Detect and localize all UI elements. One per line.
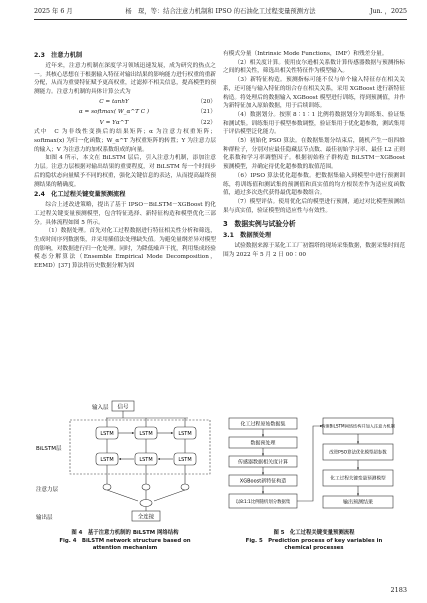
attention-node bbox=[181, 484, 189, 490]
paragraph: 式中 C 为非线性变换后的结果矩阵；α 为注意力权重矩阵；softmax(x) 为归一化函数；W_α^T 为权重矩阵的转置；Y 为注意力层的输入；V 为注意力的加权系数组成的向量。 bbox=[34, 129, 216, 153]
lstm-cell-label: LSTM bbox=[178, 457, 192, 463]
equation-number: （22） bbox=[197, 119, 216, 126]
paragraph: （5）初始化 PSO 算法。在数据集划分结束后，随机产生一组四维种群粒子，分别对应最佳隐藏层节点数、最佳初始学习率、最佳 L2 正则化系数和学习率调整因子。根据初始粒子群构造 BiLSTM－XGBoost 预测模型，并确定待优化超参数的取值范围。 bbox=[223, 138, 405, 171]
lstm-row-forward bbox=[96, 427, 196, 439]
attention-node bbox=[103, 484, 111, 490]
header-rule bbox=[34, 19, 407, 20]
figure-5-caption bbox=[223, 530, 405, 553]
lstm-cell-label: LSTM bbox=[100, 431, 114, 437]
output-layer-label: 输出层 bbox=[36, 515, 53, 521]
equation-21 bbox=[34, 107, 216, 118]
flow-left-column bbox=[229, 418, 297, 508]
running-header bbox=[34, 6, 407, 18]
connector bbox=[154, 490, 185, 501]
page-number: 2183 bbox=[390, 586, 407, 594]
signal-label: 信号 bbox=[117, 404, 129, 411]
flow-box-label: 传感器数据相关度计算 bbox=[237, 459, 289, 466]
figure-4-caption bbox=[34, 530, 216, 553]
caption-en: Fig. 5 Prediction process of key variables in bbox=[245, 537, 383, 544]
lstm-row-backward bbox=[96, 453, 196, 465]
equation-22 bbox=[34, 118, 216, 129]
lstm-cell-label: LSTM bbox=[100, 457, 114, 463]
equation-20 bbox=[34, 97, 216, 108]
equation-number: （21） bbox=[197, 109, 216, 116]
caption-cn: 图 4 基于注意力机制的 BiLSTM 网络结构 bbox=[71, 530, 179, 536]
flow-box-label: 化工过程关键变量预测模型 bbox=[330, 476, 386, 482]
paragraph: （2）相关度计算。使用皮尔逊相关系数计算传感器数据与预测指标之间的相关性，筛选出相关性特征作为模型输入。 bbox=[223, 59, 405, 75]
equation-expression: V = Yα^T bbox=[99, 119, 129, 126]
lstm-cell-label: LSTM bbox=[139, 457, 153, 463]
caption-cn: 图 5 化工过程关键变量预测流程 bbox=[273, 530, 355, 536]
paragraph: 试验数据来源于某化工工厂初馏塔的现场采集数据，数据采集时间范围为 2022 年 5 月 2 日 00∶00 bbox=[223, 243, 406, 259]
section-2-4-heading: 2.4 化工过程关键变量预测流程 bbox=[34, 191, 126, 199]
header-title: 杨 琛，等：结合注意力机制和 IPSO 的石油化工过程变量预测方法 bbox=[125, 8, 316, 15]
header-date: 2025 年 6 月 bbox=[34, 8, 73, 15]
flow-connector bbox=[297, 426, 322, 501]
paragraph: （4）数据划分。按照 8∶1∶1 比例将数据划分为训练集、验证集和测试集。训练集用于模型参数调整，验证集用于优化超参数，测试集用于评估模型泛化能力。 bbox=[223, 111, 405, 136]
flow-right-column bbox=[321, 418, 395, 508]
figure-4 bbox=[34, 398, 216, 553]
attention-layer-label: 注意力层 bbox=[36, 487, 59, 493]
caption-en-cont: chemical processes bbox=[284, 545, 344, 551]
fully-connected-label: 全连接 bbox=[137, 514, 155, 521]
paragraph: 如图 4 所示，本文在 BiLSTM 层后，引入注意力机制，添加注意力层。注意力层根据对输出结果的重要程度，对 BiLSTM 每一个时间步后的隐状态向量赋予不同的权重，强化关键信息的表达，从而提高最终预测结果的精确度。 bbox=[34, 155, 216, 188]
equation-expression: α = softmax( W_α^T C ) bbox=[78, 109, 150, 116]
paragraph: （7）模型评估。使用优化后的模型进行预测，通过对比模型预测结果与真实值，验证模型的适应性与有效性。 bbox=[223, 198, 405, 214]
flow-box-label: XGBoost新特征构造 bbox=[239, 478, 287, 485]
section-3-1-heading: 3.1 数据预处理 bbox=[223, 232, 272, 240]
paragraph: 有模式分量（Intrinsic Mode Functions，IMF）和残差分量。 bbox=[223, 51, 388, 57]
connector bbox=[107, 490, 138, 501]
flow-box-label: 数据预处理 bbox=[250, 440, 276, 447]
caption-en-cont: attention mechanism bbox=[92, 545, 158, 551]
bilstm-attention-diagram bbox=[34, 398, 216, 526]
lstm-cell-label: LSTM bbox=[139, 431, 153, 437]
left-column bbox=[34, 50, 216, 271]
caption-en: Fig. 4 BiLSTM network structure based on bbox=[59, 537, 191, 544]
lstm-cell-label: LSTM bbox=[178, 431, 192, 437]
paragraph: （6）IPSO 算法优化超参数。把数据集输入到模型中进行预测训练，将训练值和测试集的预测值和真实值的均方根误差作为适应度函数值，通过多次迭代获得最优超参数组合。 bbox=[223, 172, 405, 197]
flow-box-label: 化工过程原始数据集 bbox=[240, 421, 286, 428]
flow-box-label: 输出预测结果 bbox=[342, 499, 374, 506]
bilstm-layer-label: BiLSTM层 bbox=[36, 446, 62, 452]
section-2-3-heading: 2.3 注意力机制 bbox=[34, 52, 83, 59]
flow-box-label: 改进PSO算法优化模型超参数 bbox=[329, 450, 387, 456]
input-layer-label: 输入层 bbox=[92, 405, 109, 411]
figure-5 bbox=[223, 414, 405, 553]
flow-box-label: 构建BiLSTM网络结构并加入注意力机制 bbox=[321, 423, 395, 429]
header-issue: Jun. ，2025 bbox=[370, 8, 407, 15]
prediction-flowchart bbox=[223, 414, 405, 526]
attention-sum-node bbox=[140, 500, 152, 507]
paragraph: 综合上述改进策略，提出了基于 IPSO－BiLSTM－XGBoost 的化工过程关键变量预测模型，包含特征选择、新特征构造和模型优化三部分。具体流程如图 5 所示。 bbox=[34, 202, 216, 226]
equation-expression: C = tanhY bbox=[99, 98, 129, 105]
equation-number: （20） bbox=[197, 98, 216, 105]
paragraph: （1）数据处理。首先对化工过程数据进行特征相关性分析和筛选，生成时间序列数据集，并采用插值法处理缺失值。为避免量纲差异对模型的影响，对数据进行归一化处理。同时，为降低噪声干扰，利用集成经验模态分解算法（Ensemble Empirical Mode Decomposition，EEMD）[37] 算法将历史数据分解为固 bbox=[34, 228, 216, 270]
paragraph: 近年来，注意力机制在深度学习领域迅速发展，成为研究的热点之一。其核心思想在于根据输入特征对输出结果的影响能力进行权重的重新分配，从而为重要特征赋予更高权重，过滤掉不相关信息，提高模型的预测能力。注意力机制的具体计算公式为 bbox=[34, 63, 216, 96]
right-column bbox=[223, 50, 405, 260]
section-3-heading: 3 数据实例与试验分析 bbox=[223, 220, 296, 229]
attention-node bbox=[142, 484, 150, 490]
flow-box-label: 以8∶1∶1比例随机划分数据集 bbox=[235, 500, 291, 505]
paragraph: （3）新特征构造。预测指标可能不仅与单个输入特征存在相关关系，还可能与输入特征的组合存在相关关系，采用 XGBoost 进行新特征构造。将处理后的数据输入 XGBoost 模型进行训练，得到预测值，并作为新特征加入原始数据，用于后续训练。 bbox=[223, 77, 406, 110]
